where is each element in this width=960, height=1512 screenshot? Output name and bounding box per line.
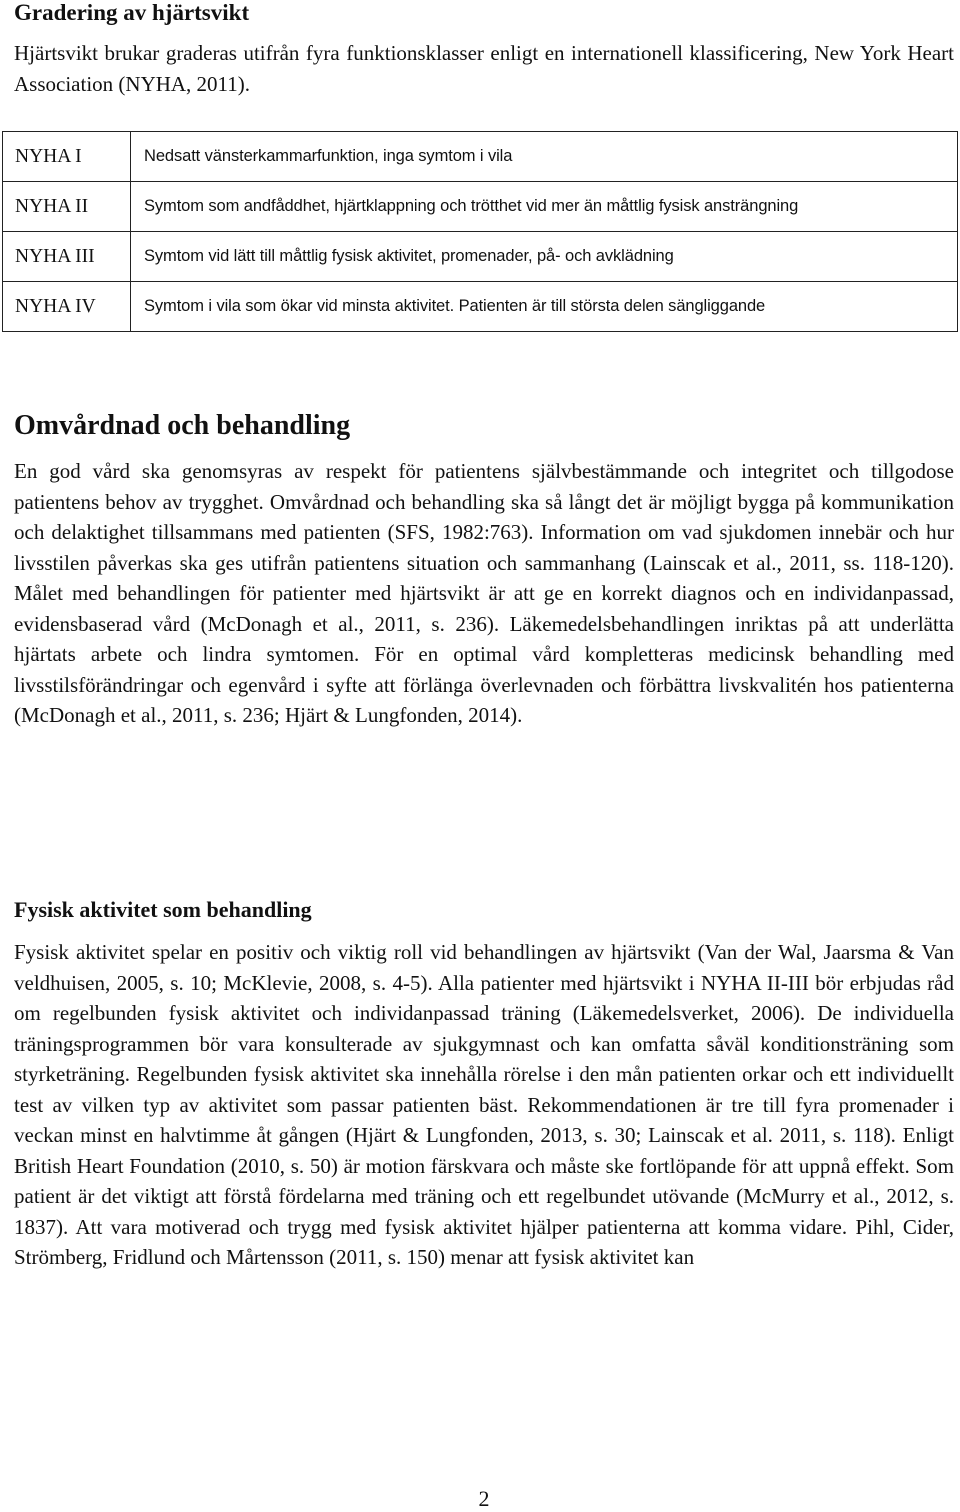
table-row bbox=[3, 282, 958, 332]
page-number: 2 bbox=[478, 1486, 490, 1511]
section-heading-exercise: Fysisk aktivitet som behandling bbox=[14, 897, 312, 922]
nyha-description-cell: Symtom vid lätt till måttlig fysisk aktivitet, promenader, på- och avklädning bbox=[131, 232, 958, 282]
table-row bbox=[3, 132, 958, 182]
nyha-table-body bbox=[3, 132, 958, 332]
exercise-paragraph: Fysisk aktivitet spelar en positiv och viktig roll vid behandlingen av hjärtsvikt (Van der Wal, Jaarsma & Van veldhuisen, 2005, s. 10; McKlevie, 2008, s. 4-5). Alla patienter med hjärtsvikt i NYHA II-III bör erbjudas råd om regelbunden fysisk aktivitet och individanpassad träning (Läkemedelsverket, 2006). De individuella träningsprogrammen bör vara konsulterade av sjukgymnast och kan omfatta såväl konditionsträning som styrketräning. Regelbunden fysisk aktivitet ska innehålla rörelse i den mån patienten orkar och ett individuellt test av vilken typ av aktivitet som passar patienten bäst. Rekommendationen är tre till fyra promenader i veckan minst en halvtimme åt gången (Hjärt & Lungfonden, 2013, s. 30; Lainscak et al. 2011, s. 118). Enligt British Heart Foundation (2010, s. 50) är motion färskvara och måste ske fortlöpande för att uppnå effekt. Som patient är det viktigt att förstå fördelarna med träning och ett regelbundet utövande (McMurry et al., 2012, s. 1837). Att vara motiverad och trygg med fysisk aktivitet hjälper patienterna att komma vidare. Pihl, Cider, Strömberg, Fridlund och Mårtensson (2011, s. 150) menar att fysisk aktivitet kan bbox=[14, 940, 954, 1269]
section-heading-grading: Gradering av hjärtsvikt bbox=[14, 0, 250, 25]
nyha-classification-table bbox=[2, 131, 958, 332]
grading-intro-paragraph: Hjärtsvikt brukar graderas utifrån fyra funktionsklasser enligt en internationell klassificering, New York Heart Association (NYHA, 2011). bbox=[14, 41, 954, 96]
table-row bbox=[3, 232, 958, 282]
nyha-class-cell: NYHA III bbox=[3, 232, 131, 282]
table-row bbox=[3, 182, 958, 232]
section-heading-care: Omvårdnad och behandling bbox=[14, 410, 351, 441]
nyha-class-cell: NYHA I bbox=[3, 132, 131, 182]
nyha-class-cell: NYHA IV bbox=[3, 282, 131, 332]
care-paragraph: En god vård ska genomsyras av respekt för patientens självbestämmande och integritet och tillgodose patientens behov av trygghet. Omvårdnad och behandling ska så långt det är möjligt bygga på kommunikation och delaktighet tillsammans med patienten (SFS, 1982:763). Information om vad sjukdomen innebär och hur livsstilen påverkas ska ges utifrån patientens situation och sammanhang (Lainscak et al., 2011, ss. 118-120). Målet med behandlingen för patienter med hjärtsvikt är att ge en korrekt diagnos och en individanpassad, evidensbaserad vård (McDonagh et al., 2011, s. 236). Läkemedelsbehandlingen inriktas på att underlätta hjärtats arbete och lindra symtomen. För en optimal vård kompletteras medicinsk behandling med livsstilsförändringar och egenvård i syfte att förlänga överlevnaden och förbättra livskvalitén hos patienterna (McDonagh et al., 2011, s. 236; Hjärt & Lungfonden, 2014). bbox=[14, 459, 954, 727]
nyha-description-cell: Symtom som andfåddhet, hjärtklappning och trötthet vid mer än måttlig fysisk ansträngning bbox=[131, 182, 958, 232]
nyha-description-cell: Symtom i vila som ökar vid minsta aktivitet. Patienten är till största delen sängliggande bbox=[131, 282, 958, 332]
nyha-class-cell: NYHA II bbox=[3, 182, 131, 232]
nyha-description-cell: Nedsatt vänsterkammarfunktion, inga symtom i vila bbox=[131, 132, 958, 182]
